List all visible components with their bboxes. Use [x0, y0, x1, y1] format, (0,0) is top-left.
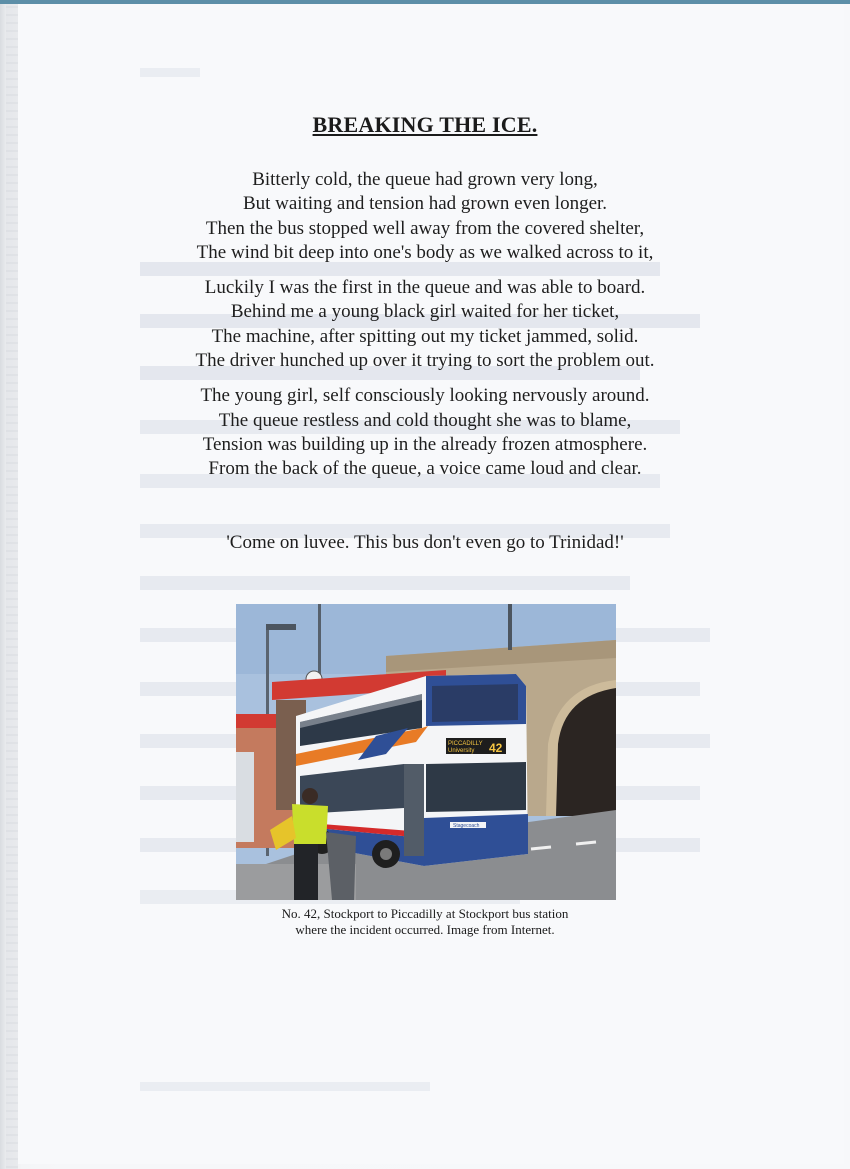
poem-line: Then the bus stopped well away from the covered shelter,: [205, 217, 645, 239]
poem-body: [0, 168, 850, 493]
caption-line: No. 42, Stockport to Piccadilly at Stockport bus station: [281, 906, 569, 921]
svg-text:Stagecoach: Stagecoach: [453, 823, 480, 829]
poem-line: Behind me a young black girl waited for her ticket,: [230, 301, 620, 323]
poem-line: The driver hunched up over it trying to sort the problem out.: [195, 350, 655, 372]
bus-photo-illustration: [236, 604, 616, 900]
photo-caption: [0, 906, 850, 938]
svg-text:University: University: [448, 748, 475, 754]
stanza-2: [0, 276, 850, 373]
poem-line: From the back of the queue, a voice came loud and clear.: [208, 458, 642, 480]
poem-line: Bitterly cold, the queue had grown very long,: [252, 169, 598, 190]
closing-quote: 'Come on luvee. This bus don't even go to Trinidad!': [226, 532, 624, 553]
poem-line: Luckily I was the first in the queue and was able to board.: [204, 277, 646, 299]
stanza-1: [0, 168, 850, 265]
destination-display: PICCADILLY: [448, 741, 483, 747]
poem-line: The queue restless and cold thought she was to blame,: [218, 409, 632, 431]
poem-line: But waiting and tension had grown even longer.: [242, 193, 608, 215]
poem-title: BREAKING THE ICE.: [312, 112, 538, 137]
poem-line: The young girl, self consciously looking nervously around.: [200, 385, 650, 407]
stanza-3: [0, 384, 850, 481]
caption-line: where the incident occurred. Image from Internet.: [295, 922, 555, 937]
poem-line: Tension was building up in the already frozen atmosphere.: [202, 433, 648, 455]
route-number: 42: [489, 741, 503, 755]
poem-line: The wind bit deep into one's body as we walked across to it,: [196, 241, 654, 263]
poem-line: The machine, after spitting out my ticket jammed, solid.: [211, 325, 639, 347]
bus-photo: [236, 604, 616, 900]
